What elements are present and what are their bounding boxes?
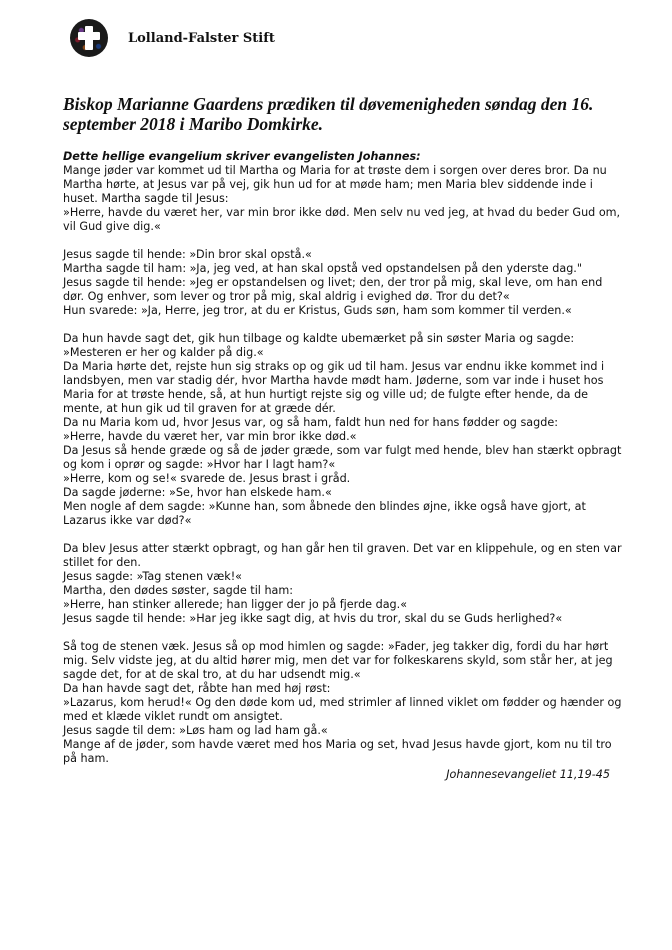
- paragraph-line: »Herre, havde du været her, var min bror ikke død. Men selv nu ved jeg, at hvad du beder Gud om, vil Gud give dig.«: [63, 206, 621, 233]
- paragraph-line: Da Jesus så hende græde og så de jøder græde, som var fulgt med hende, blev han stærkt opbragt og kom i oprør og sagde: »Hvor har I lagt ham?«: [63, 444, 622, 471]
- paragraph-line: Da blev Jesus atter stærkt opbragt, og han går hen til graven. Det var en klippehule, og en sten var stillet for den.: [63, 542, 622, 569]
- paragraph-line: Da nu Maria kom ud, hvor Jesus var, og så ham, faldt hun ned for hans fødder og sagde:: [63, 416, 558, 429]
- paragraph-line: Jesus sagde til hende: »Har jeg ikke sagt dig, at hvis du tror, skal du se Guds herlighed?«: [63, 612, 563, 625]
- cross-in-circle-icon: [70, 19, 108, 57]
- paragraph-line: Jesus sagde til dem: »Løs ham og lad ham gå.«: [63, 724, 328, 737]
- paragraph-line: Da Maria hørte det, rejste hun sig straks op og gik ud til ham. Jesus var endnu ikke kommet ind i landsbyen, men var stadig dér, hvor Martha havde mødt ham. Jøderne, som var inde i huset hos Maria for at trøste hende, så, at hun hurtigt rejste sig og ville ud; de fulgte efter hende, da de mente, at hun gik ud til graven for at græde dér.: [63, 360, 605, 415]
- paragraph-line: Martha, den dødes søster, sagde til ham:: [63, 584, 294, 597]
- paragraph-line: Men nogle af dem sagde: »Kunne han, som åbnede den blindes øjne, ikke også have gjort, at Lazarus ikke var død?«: [63, 500, 586, 527]
- paragraph-line: »Herre, han stinker allerede; han ligger der jo på fjerde dag.«: [63, 598, 408, 611]
- paragraph-line: »Herre, havde du været her, var min bror ikke død.«: [63, 430, 357, 443]
- paragraph-line: Jesus sagde: »Tag stenen væk!«: [63, 570, 243, 583]
- scripture-reference: Johannesevangeliet 11,19-45: [446, 768, 610, 781]
- paragraph-line: »Lazarus, kom herud!« Og den døde kom ud, med strimler af linned viklet om fødder og hænder og med et klæde viklet rundt om ansigtet.: [63, 696, 622, 723]
- paragraph-line: Jesus sagde til hende: »Jeg er opstandelsen og livet; den, der tror på mig, skal leve, om han end dør. Og enhver, som lever og tror på mig, skal aldrig i evighed dø. Tror du det?«: [63, 276, 603, 303]
- page-header: [70, 18, 275, 58]
- paragraph-line: Da sagde jøderne: »Se, hvor han elskede ham.«: [63, 486, 332, 499]
- paragraph-line: Martha sagde til ham: »Ja, jeg ved, at han skal opstå ved opstandelsen på den yderste dag.": [63, 262, 583, 275]
- gospel-text: [63, 150, 623, 766]
- paragraph-line: Jesus sagde til hende: »Din bror skal opstå.«: [63, 248, 312, 261]
- document-title: Biskop Marianne Gaardens prædiken til døvemenigheden søndag den 16. september 2018 i Maribo Domkirke.: [63, 94, 594, 134]
- paragraph-line: Da han havde sagt det, råbte han med høj røst:: [63, 682, 331, 695]
- gospel-heading: Dette hellige evangelium skriver evangelisten Johannes:: [63, 150, 421, 163]
- paragraph-line: Mange af de jøder, som havde været med hos Maria og set, hvad Jesus havde gjort, kom nu til tro på ham.: [63, 738, 612, 765]
- organization-name: Lolland-Falster Stift: [128, 30, 275, 46]
- paragraph-line: »Mesteren er her og kalder på dig.«: [63, 346, 264, 359]
- paragraph-line: Da hun havde sagt det, gik hun tilbage og kaldte ubemærket på sin søster Maria og sagde:: [63, 332, 575, 345]
- paragraph-line: Hun svarede: »Ja, Herre, jeg tror, at du er Kristus, Guds søn, ham som kommer til verden.«: [63, 304, 572, 317]
- paragraph-line: Så tog de stenen væk. Jesus så op mod himlen og sagde: »Fader, jeg takker dig, fordi du har hørt mig. Selv vidste jeg, at du altid hører mig, men det var for folkeskarens skyld, som står her, at jeg sagde det, for at de skal tro, at du har udsendt mig.«: [63, 640, 613, 681]
- paragraph-line: Mange jøder var kommet ud til Martha og Maria for at trøste dem i sorgen over deres bror. Da nu Martha hørte, at Jesus var på vej, gik hun ud for at møde ham; men Maria blev siddende inde i huset. Martha sagde til Jesus:: [63, 164, 607, 205]
- paragraph-line: »Herre, kom og se!« svarede de. Jesus brast i gråd.: [63, 472, 351, 485]
